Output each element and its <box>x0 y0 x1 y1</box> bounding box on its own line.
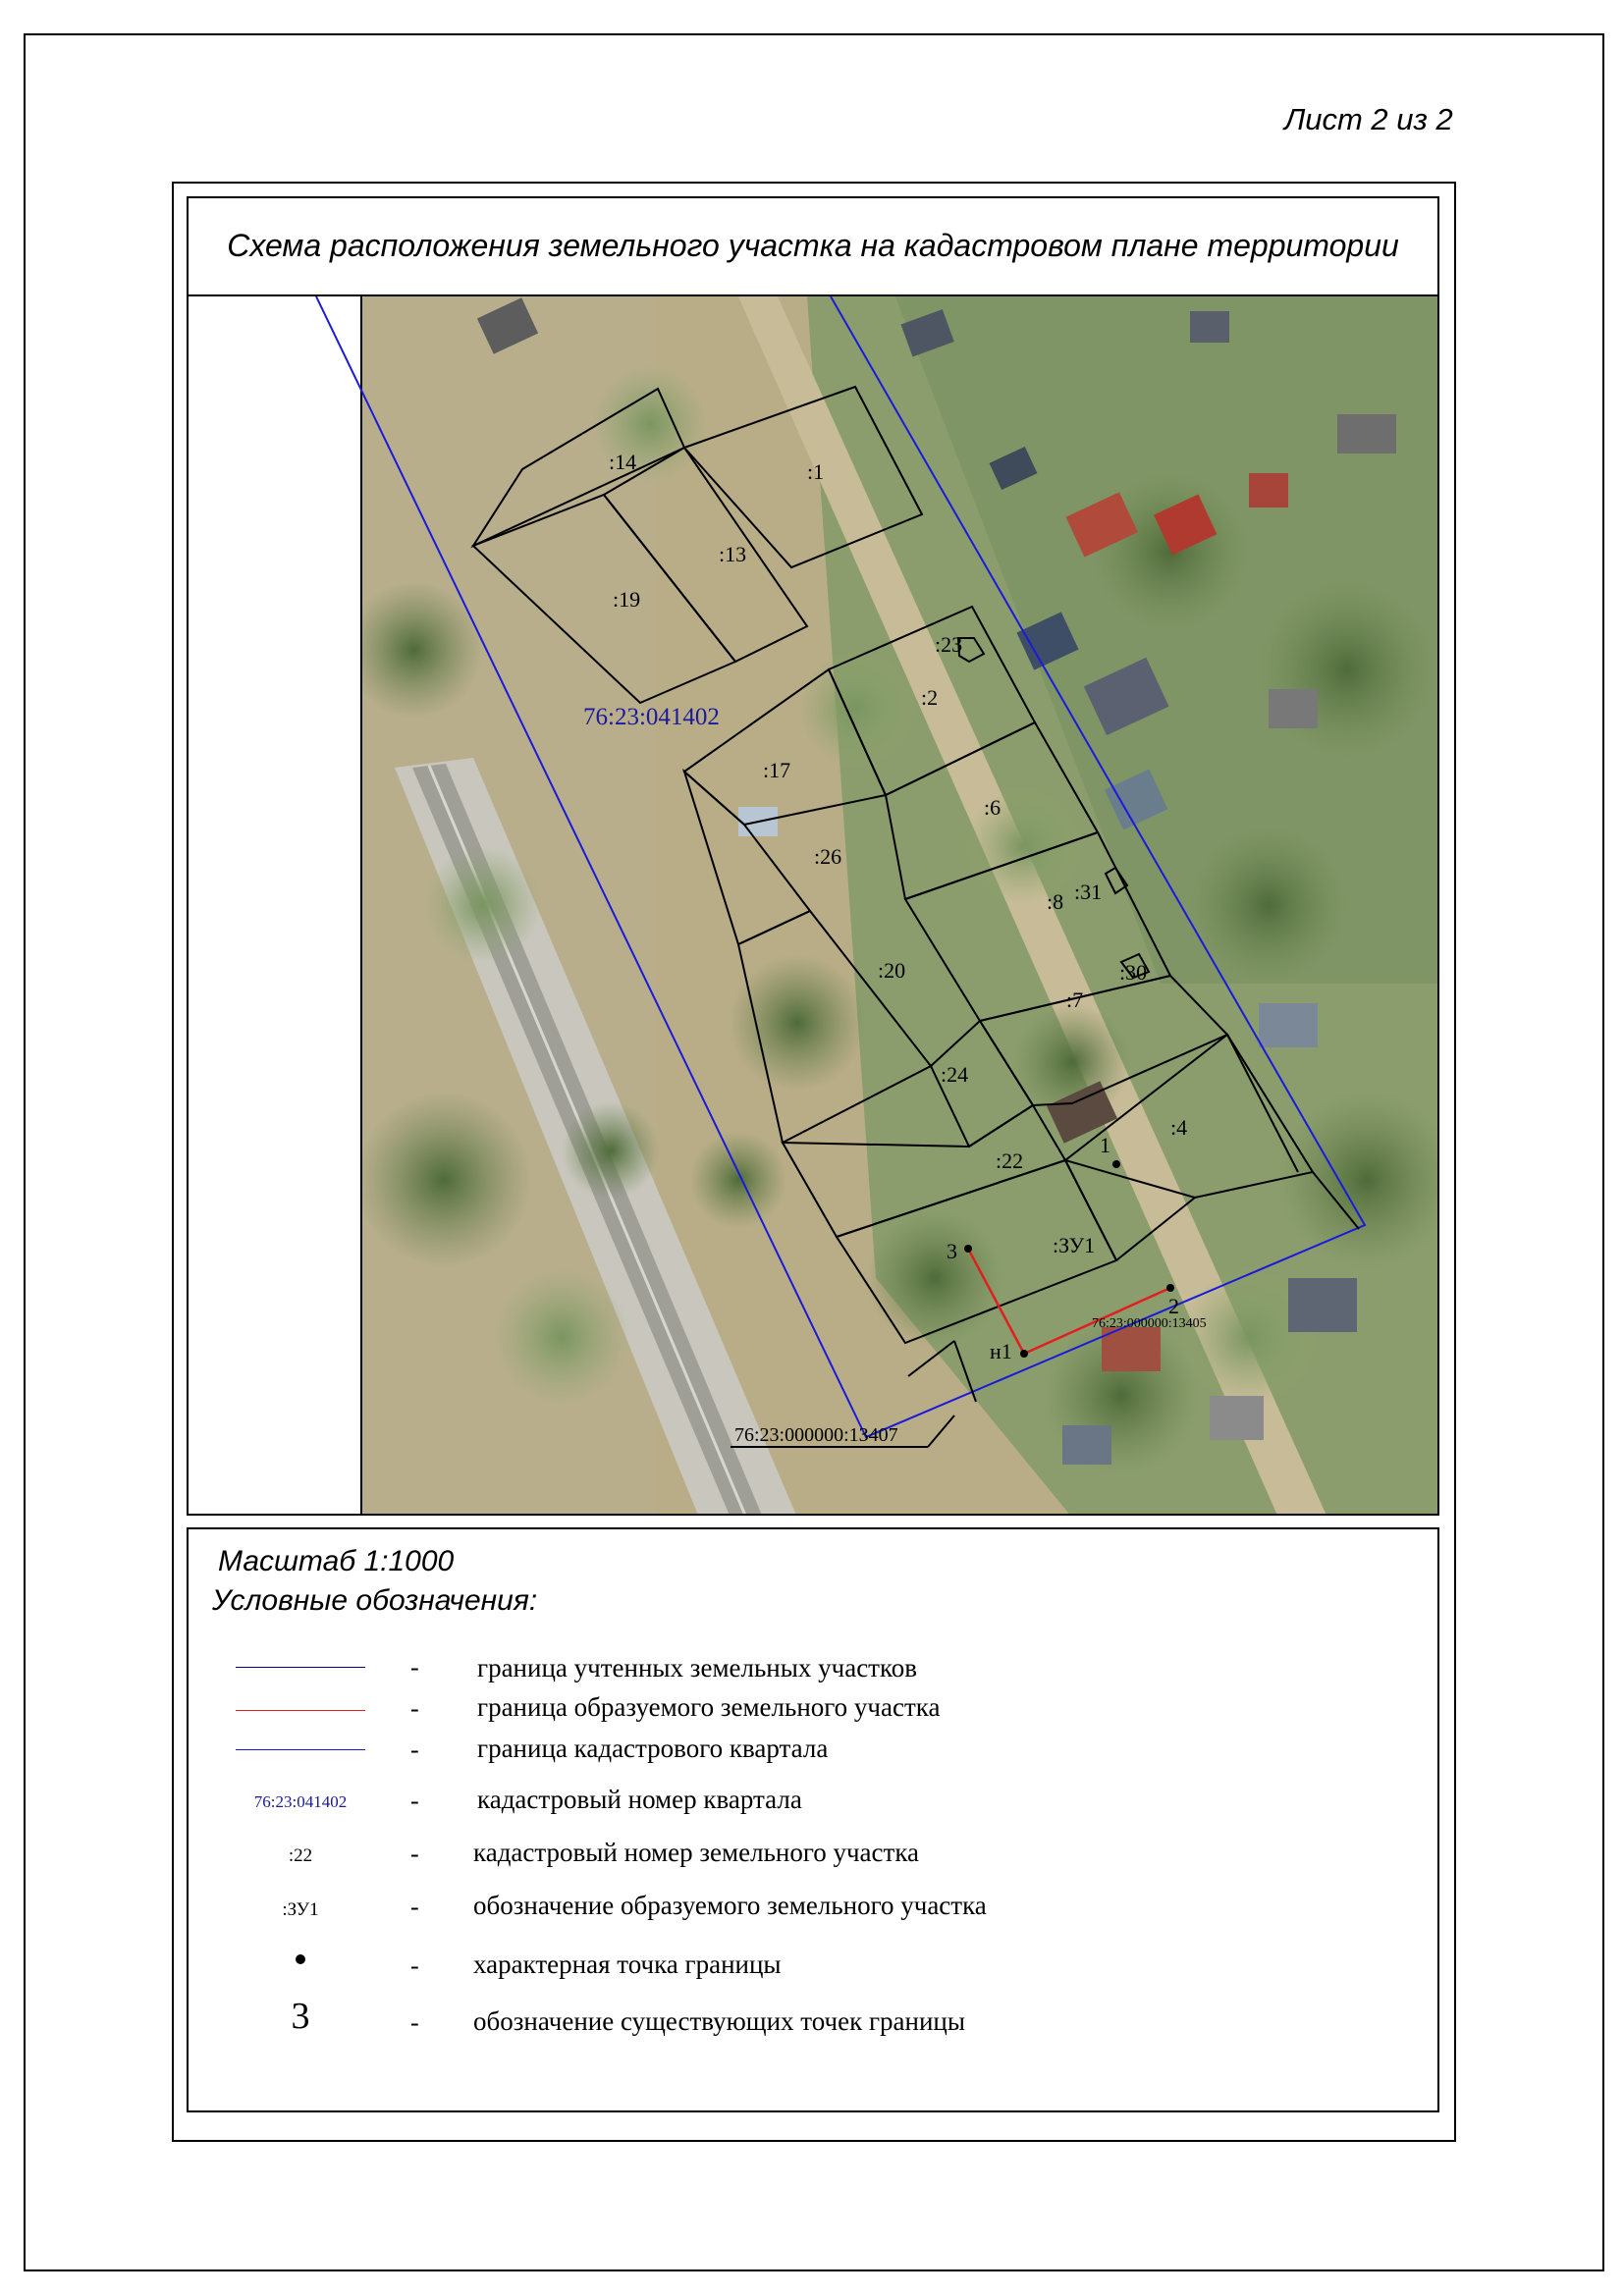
parcel-label-13: :13 <box>719 542 747 566</box>
parcel-label-7: :7 <box>1066 988 1084 1012</box>
legend-text: граница учтенных земельных участков <box>477 1653 917 1682</box>
legend-title: Условные обозначения: <box>212 1584 538 1617</box>
legend-text: характерная точка границы <box>473 1949 782 1979</box>
legend-text: кадастровый номер квартала <box>477 1785 802 1814</box>
legend-quarter-line <box>236 1749 365 1750</box>
sheet-label: Лист 2 из 2 <box>1284 102 1453 136</box>
legend-dash: - <box>410 2008 419 2037</box>
legend-new-boundary-line <box>236 1710 365 1711</box>
point-label-3: 3 <box>947 1239 957 1263</box>
legend-dash: - <box>410 1840 419 1868</box>
parcel-label-6: :6 <box>984 795 1001 820</box>
legend-dash: - <box>410 1787 419 1815</box>
cadastral-map <box>189 296 1439 1516</box>
parcel-label-2: :2 <box>921 685 939 710</box>
parcel-label-zu1: :ЗУ1 <box>1053 1233 1096 1257</box>
parcel-label-17: :17 <box>763 758 791 782</box>
legend-dash: - <box>410 1951 419 1980</box>
legend-dash: - <box>410 1893 419 1921</box>
quarter-number-label: 76:23:041402 <box>583 704 720 730</box>
point-label-n1: н1 <box>990 1339 1012 1363</box>
parcel-label-22: :22 <box>996 1148 1024 1173</box>
parcel-label-24: :24 <box>941 1062 969 1087</box>
parcel-label-4: :4 <box>1170 1115 1188 1140</box>
legend-dash: - <box>410 1653 419 1682</box>
point-2 <box>1166 1284 1174 1292</box>
parcel-label-1: :1 <box>807 459 825 484</box>
adjacent-number-13405: 76:23:000000:13405 <box>1092 1316 1207 1331</box>
legend-parcel-number-symbol: :22 <box>288 1845 313 1866</box>
legend-text: граница кадастрового квартала <box>477 1734 829 1763</box>
legend-point-symbol <box>236 1951 365 1969</box>
legend-text: обозначение существующих точек границы <box>473 2006 966 2036</box>
point-label-2: 2 <box>1168 1294 1179 1318</box>
adjacent-number-13407: 76:23:000000:13407 <box>734 1424 898 1446</box>
map-title: Схема расположения земельного участка на кадастровом плане территории <box>227 228 1399 263</box>
point-n1 <box>1020 1350 1028 1358</box>
legend-dash: - <box>410 1694 419 1723</box>
legend-new-parcel-symbol: :ЗУ1 <box>282 1899 319 1920</box>
parcel-label-30: :30 <box>1119 960 1148 985</box>
aerial-photo <box>346 296 1439 1516</box>
legend-point-number-symbol: 3 <box>291 1996 310 2037</box>
parcel-label-20: :20 <box>878 958 906 983</box>
parcel-label-8: :8 <box>1047 889 1064 914</box>
point-1 <box>1112 1160 1120 1168</box>
parcel-label-14: :14 <box>609 450 637 474</box>
legend-text: кадастровый номер земельного участка <box>473 1838 920 1867</box>
legend-text: обозначение образуемого земельного участка <box>473 1891 987 1920</box>
scale-label: Масштаб 1:1000 <box>218 1545 455 1577</box>
legend-registered-line <box>236 1667 365 1668</box>
point-label-1: 1 <box>1100 1133 1110 1157</box>
map-panel <box>187 294 1439 1516</box>
legend-text: граница образуемого земельного участка <box>477 1692 941 1722</box>
legend-dash: - <box>410 1735 419 1764</box>
map-margin <box>189 296 361 1516</box>
parcel-label-19: :19 <box>613 587 641 612</box>
parcel-label-23: :23 <box>935 632 963 657</box>
point-3 <box>964 1245 972 1253</box>
parcel-label-31: :31 <box>1074 880 1103 904</box>
point-dot-icon <box>296 1954 305 1964</box>
legend-quarter-number-symbol: 76:23:041402 <box>253 1792 348 1811</box>
parcel-label-26: :26 <box>814 844 842 869</box>
